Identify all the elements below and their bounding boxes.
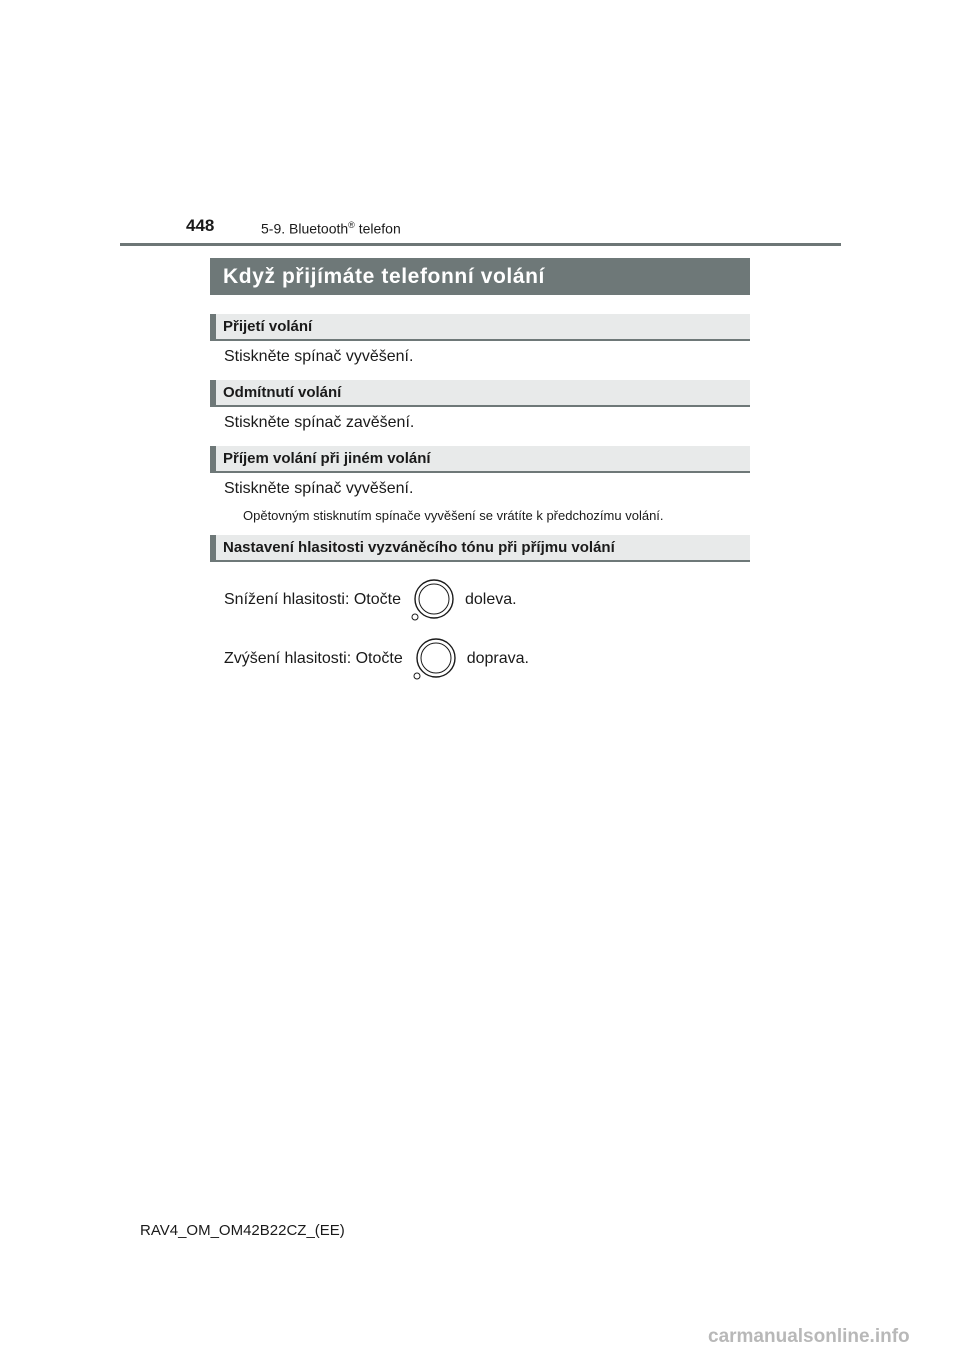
volume-decrease-suffix: doleva. [464,591,517,608]
text-accept-call: Stiskněte spínač vyvěšení. [224,348,414,365]
text-reject-call: Stiskněte spínač zavěšení. [224,414,415,431]
note-call-waiting: Opětovným stisknutím spínače vyvěšení se vrátíte k předchozímu volání. [243,508,664,523]
volume-increase-suffix: doprava. [466,650,529,667]
heading-accept-call: Přijetí volání [210,314,750,341]
volume-increase-line [224,637,529,681]
volume-decrease-line [224,578,517,622]
volume-increase-prefix: Zvýšení hlasitosti: Otočte [224,650,403,667]
section-ref-tail: telefon [354,220,401,237]
rotary-knob-icon [413,637,457,681]
heading-call-waiting: Příjem volání při jiném volání [210,446,750,473]
heading-reject-call: Odmítnutí volání [210,380,750,407]
text-call-waiting: Stiskněte spínač vyvěšení. [224,480,414,497]
header-divider [120,243,841,246]
page-number: 448 [186,216,215,235]
heading-ringtone-volume: Nastavení hlasitosti vyzváněcího tónu při příjmu volání [210,535,750,562]
registered-mark: ® [348,220,355,230]
volume-decrease-prefix: Snížení hlasitosti: Otočte [224,591,401,608]
page-title: Když přijímáte telefonní volání [210,258,750,295]
section-reference [261,220,401,237]
rotary-knob-icon [411,578,455,622]
document-code: RAV4_OM_OM42B22CZ_(EE) [140,1222,345,1239]
watermark: carmanualsonline.info [708,1326,910,1347]
section-ref-main: 5-9. Bluetooth [261,220,349,237]
